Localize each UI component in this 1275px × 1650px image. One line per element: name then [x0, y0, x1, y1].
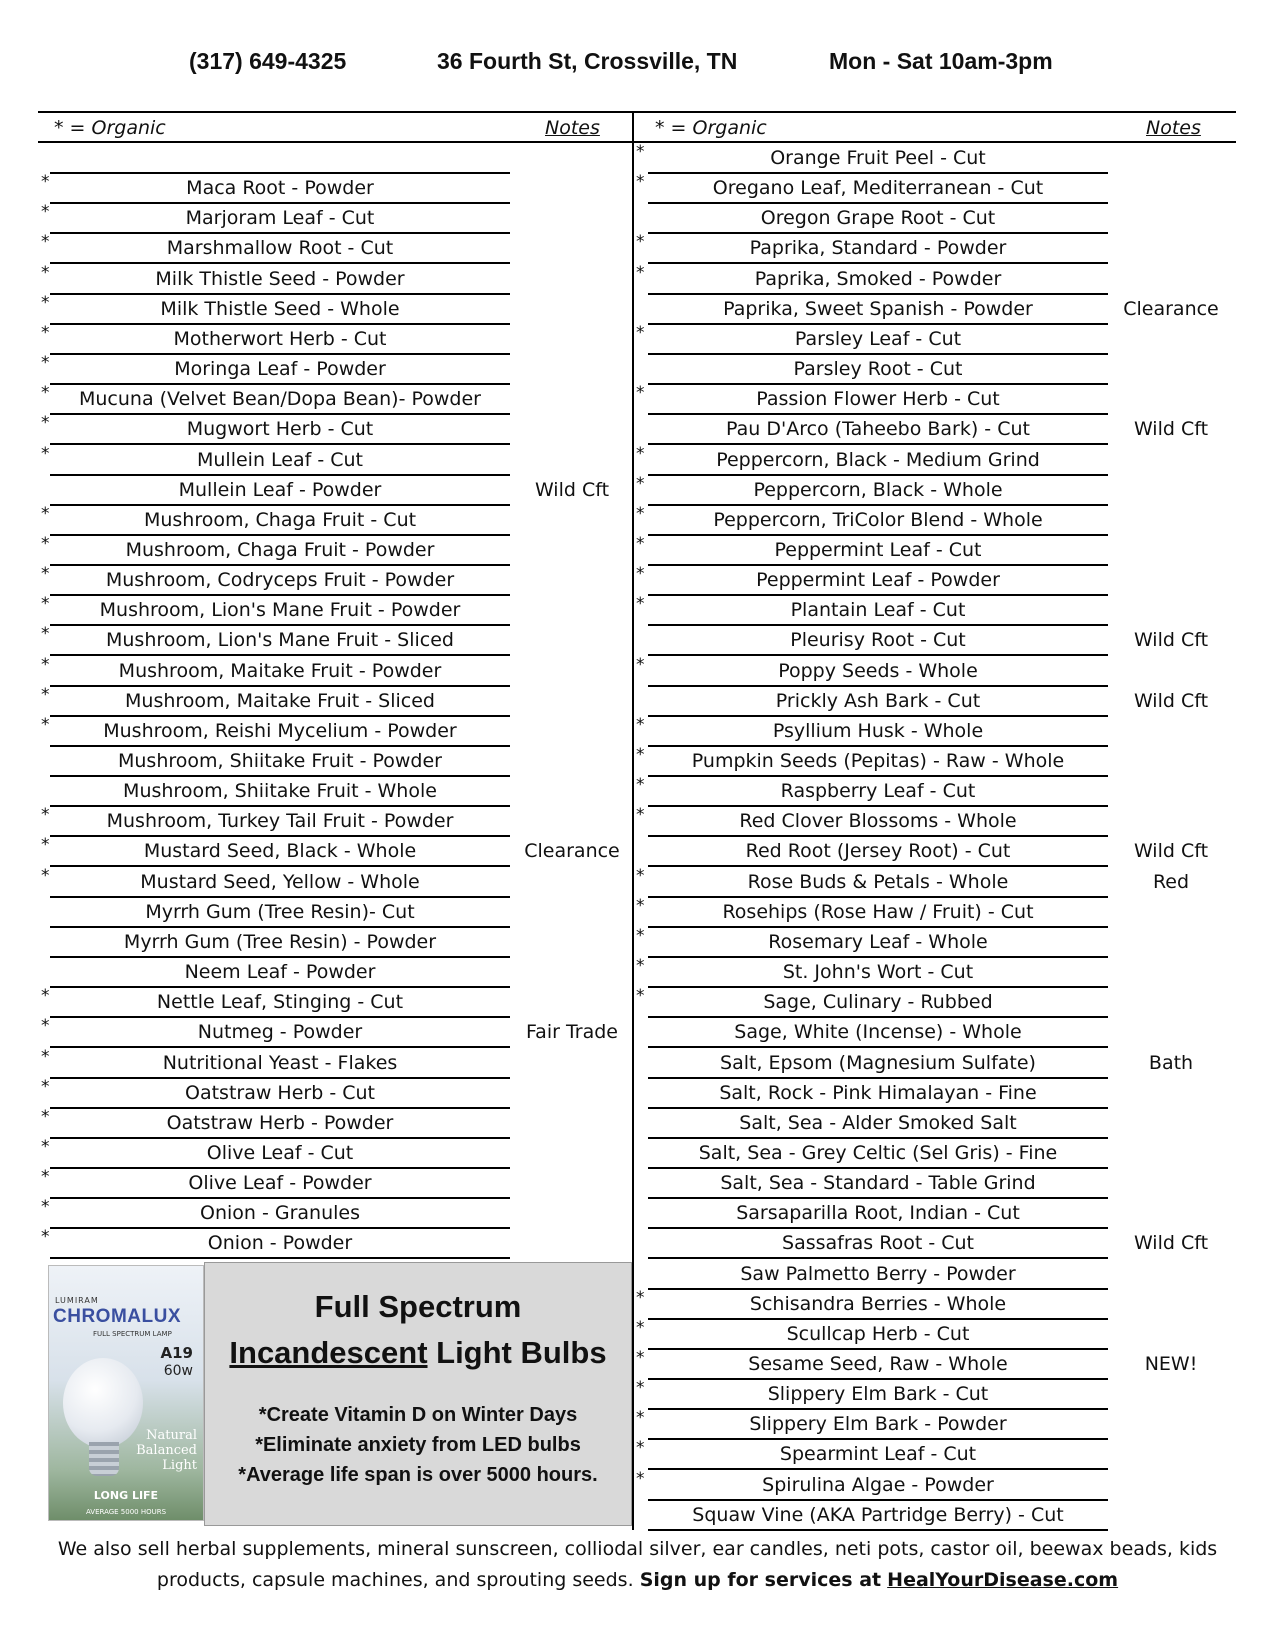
right-product-row	[0, 234, 1275, 264]
organic-marker: *	[636, 745, 645, 765]
right-product-row	[0, 533, 1275, 566]
product-name: Rosemary Leaf - Whole	[648, 930, 1108, 958]
right-product-row	[0, 1169, 1275, 1199]
right-product-row	[0, 1199, 1275, 1229]
right-product-row	[0, 654, 1275, 687]
right-product-row	[0, 174, 1275, 204]
organic-marker: *	[41, 986, 50, 1007]
product-name: Scullcap Herb - Cut	[648, 1322, 1108, 1350]
package-average-hours: AVERAGE 5000 HOURS	[85, 1508, 167, 1516]
light-bulb-ad	[204, 1262, 632, 1526]
product-name: Prickly Ash Bark - Cut	[648, 689, 1108, 717]
product-name: Olive Leaf - Powder	[50, 1171, 510, 1199]
product-note: Wild Cft	[1133, 418, 1209, 441]
package-brand: CHROMALUX	[53, 1306, 181, 1327]
product-name: Mushroom, Lion's Mane Fruit - Powder	[50, 598, 510, 626]
organic-marker: *	[636, 1408, 645, 1429]
left-organic-legend: * = Organic	[54, 117, 166, 139]
organic-marker: *	[636, 172, 645, 193]
right-product-row	[0, 443, 1275, 476]
product-name: Milk Thistle Seed - Powder	[50, 267, 510, 295]
right-product-row	[0, 473, 1275, 506]
right-product-row	[0, 1076, 1275, 1109]
product-name: Sage, White (Incense) - Whole	[648, 1020, 1108, 1048]
right-product-row	[0, 895, 1275, 928]
product-name: Mushroom, Reishi Mycelium - Powder	[50, 719, 510, 747]
right-product-row	[0, 355, 1275, 385]
product-name: Mullein Leaf - Cut	[50, 448, 510, 476]
product-note: Wild Cft	[1133, 1232, 1209, 1255]
organic-marker: *	[636, 865, 645, 886]
product-note: Fair Trade	[526, 1021, 618, 1044]
product-name: Schisandra Berries - Whole	[648, 1292, 1108, 1320]
organic-marker: *	[636, 925, 645, 946]
right-product-row	[0, 988, 1275, 1018]
right-product-row	[0, 714, 1275, 747]
organic-marker: *	[41, 383, 50, 404]
product-name: Raspberry Leaf - Cut	[648, 779, 1108, 807]
product-name: Peppercorn, Black - Whole	[648, 478, 1108, 506]
product-note: Wild Cft	[534, 478, 610, 501]
store-hours: Mon - Sat 10am-3pm	[829, 48, 1053, 74]
product-note: Clearance	[524, 840, 620, 863]
organic-marker: *	[636, 1378, 645, 1399]
right-product-row	[0, 777, 1275, 807]
organic-marker: *	[636, 1468, 645, 1489]
ad-bullet: *Average life span is over 5000 hours.	[238, 1464, 598, 1486]
right-product-row	[0, 144, 1275, 174]
footer-signup: Sign up for services at	[639, 1569, 882, 1591]
organic-marker: *	[636, 142, 645, 162]
organic-marker: *	[636, 232, 645, 253]
package-brand-small: LUMIRAM	[55, 1296, 99, 1305]
organic-marker: *	[41, 262, 50, 283]
right-product-row	[0, 747, 1275, 777]
product-name: Spirulina Algae - Powder	[648, 1473, 1108, 1501]
organic-marker: *	[636, 805, 645, 826]
organic-marker: *	[41, 172, 50, 193]
organic-marker: *	[636, 1438, 645, 1459]
product-name: Parsley Leaf - Cut	[648, 327, 1108, 355]
product-name: Mushroom, Maitake Fruit - Sliced	[50, 689, 510, 717]
product-name: Spearmint Leaf - Cut	[648, 1442, 1108, 1470]
right-product-row	[0, 925, 1275, 958]
right-product-row	[0, 837, 1275, 867]
right-product-row	[0, 1046, 1275, 1079]
organic-marker: *	[636, 564, 645, 585]
product-name: Nutmeg - Powder	[50, 1020, 510, 1048]
product-name: Oatstraw Herb - Powder	[50, 1111, 510, 1139]
product-name: Oregano Leaf, Mediterranean - Cut	[648, 176, 1108, 204]
organic-marker: *	[636, 895, 645, 916]
organic-marker: *	[41, 714, 50, 735]
organic-marker: *	[636, 533, 645, 554]
organic-marker: *	[41, 503, 50, 524]
organic-marker: *	[636, 986, 645, 1007]
product-name: Paprika, Sweet Spanish - Powder	[648, 297, 1108, 325]
product-name: Rosehips (Rose Haw / Fruit) - Cut	[648, 900, 1108, 928]
product-name: Peppercorn, Black - Medium Grind	[648, 448, 1108, 476]
product-name: Mushroom, Shiitake Fruit - Whole	[50, 779, 510, 807]
organic-marker: *	[41, 865, 50, 886]
organic-marker: *	[41, 684, 50, 705]
product-name: Mustard Seed, Yellow - Whole	[50, 870, 510, 898]
product-name: Slippery Elm Bark - Powder	[648, 1412, 1108, 1440]
package-long-life: LONG LIFE	[93, 1489, 159, 1502]
product-name: Mushroom, Turkey Tail Fruit - Powder	[50, 809, 510, 837]
product-name: Mullein Leaf - Powder	[50, 478, 510, 506]
product-note: Bath	[1148, 1051, 1194, 1074]
product-name: Salt, Sea - Alder Smoked Salt	[648, 1111, 1108, 1139]
product-note: Wild Cft	[1133, 689, 1209, 712]
store-phone[interactable]: (317) 649-4325	[189, 48, 347, 74]
package-model: A19	[160, 1344, 193, 1362]
package-natural-line: Natural	[146, 1428, 197, 1443]
organic-marker: *	[636, 1287, 645, 1308]
right-product-row	[0, 385, 1275, 415]
right-organic-legend: * = Organic	[655, 117, 767, 139]
organic-marker: *	[41, 413, 50, 434]
product-note: Red	[1152, 870, 1190, 893]
organic-marker: *	[41, 322, 50, 343]
product-name: Milk Thistle Seed - Whole	[50, 297, 510, 325]
organic-marker: *	[41, 1076, 50, 1097]
organic-marker: *	[41, 533, 50, 554]
product-name: Sesame Seed, Raw - Whole	[648, 1352, 1108, 1380]
organic-marker: *	[636, 956, 645, 977]
organic-marker: *	[41, 805, 50, 826]
organic-marker: *	[41, 835, 50, 856]
right-product-row	[0, 503, 1275, 536]
organic-marker: *	[636, 322, 645, 343]
product-name: Saw Palmetto Berry - Powder	[648, 1262, 1108, 1290]
product-name: Motherwort Herb - Cut	[50, 327, 510, 355]
product-name: Pumpkin Seeds (Pepitas) - Raw - Whole	[648, 749, 1108, 777]
product-name: Onion - Granules	[50, 1201, 510, 1229]
organic-marker: *	[636, 262, 645, 283]
product-name: Mushroom, Maitake Fruit - Powder	[50, 659, 510, 687]
product-name: Mushroom, Chaga Fruit - Cut	[50, 508, 510, 536]
product-name: Plantain Leaf - Cut	[648, 598, 1108, 626]
organic-marker: *	[41, 1136, 50, 1157]
product-name: Salt, Epsom (Magnesium Sulfate)	[648, 1051, 1108, 1079]
bulb-base-icon	[89, 1442, 119, 1476]
product-name: Marshmallow Root - Cut	[50, 236, 510, 264]
store-address: 36 Fourth St, Crossville, TN	[437, 48, 738, 74]
product-name: Salt, Sea - Grey Celtic (Sel Gris) - Fine	[648, 1141, 1108, 1169]
package-lamp-type: FULL SPECTRUM LAMP	[93, 1330, 172, 1338]
product-name: Sassafras Root - Cut	[648, 1231, 1108, 1259]
right-product-row	[0, 292, 1275, 325]
organic-marker: *	[41, 353, 50, 374]
product-name: Neem Leaf - Powder	[50, 960, 510, 988]
organic-marker: *	[41, 202, 50, 223]
product-name: Parsley Root - Cut	[648, 357, 1108, 385]
product-note: Wild Cft	[1133, 840, 1209, 863]
product-name: Oatstraw Herb - Cut	[50, 1081, 510, 1109]
organic-marker: *	[636, 775, 645, 796]
website-link[interactable]: HealYourDisease.com	[887, 1569, 1119, 1591]
ad-title-line2	[205, 1335, 631, 1371]
right-product-row	[0, 1018, 1275, 1048]
product-name: Mushroom, Codryceps Fruit - Powder	[50, 568, 510, 596]
right-product-row	[0, 1106, 1275, 1139]
product-note: Wild Cft	[1133, 629, 1209, 652]
product-name: Paprika, Standard - Powder	[648, 236, 1108, 264]
product-name: Pau D'Arco (Taheebo Bark) - Cut	[648, 417, 1108, 445]
right-product-row	[0, 204, 1275, 234]
product-name: Salt, Rock - Pink Himalayan - Fine	[648, 1081, 1108, 1109]
organic-marker: *	[41, 624, 50, 645]
organic-marker: *	[41, 1106, 50, 1127]
organic-marker: *	[41, 443, 50, 464]
right-product-row	[0, 415, 1275, 445]
product-name: Sage, Culinary - Rubbed	[648, 990, 1108, 1018]
right-product-row	[0, 626, 1275, 656]
product-name: Red Clover Blossoms - Whole	[648, 809, 1108, 837]
right-product-row	[0, 322, 1275, 355]
organic-marker: *	[636, 1348, 645, 1368]
organic-marker: *	[41, 654, 50, 675]
package-wattage: 60w	[163, 1363, 193, 1379]
product-name: Peppermint Leaf - Cut	[648, 538, 1108, 566]
organic-marker: *	[636, 443, 645, 464]
product-name: Moringa Leaf - Powder	[50, 357, 510, 385]
product-name: Rose Buds & Petals - Whole	[648, 870, 1108, 898]
product-name: Mushroom, Lion's Mane Fruit - Sliced	[50, 628, 510, 656]
product-name: Sarsaparilla Root, Indian - Cut	[648, 1201, 1108, 1229]
right-product-row	[0, 566, 1275, 596]
product-name: Squaw Vine (AKA Partridge Berry) - Cut	[648, 1503, 1108, 1531]
store-header	[0, 48, 1275, 82]
organic-marker: *	[636, 654, 645, 675]
right-product-row	[0, 262, 1275, 295]
product-name: Mustard Seed, Black - Whole	[50, 839, 510, 867]
product-name: Olive Leaf - Cut	[50, 1141, 510, 1169]
organic-marker: *	[41, 292, 50, 313]
product-name: Marjoram Leaf - Cut	[50, 206, 510, 234]
ad-bullet: *Eliminate anxiety from LED bulbs	[255, 1434, 581, 1456]
left-header-border	[38, 141, 632, 143]
product-note: Clearance	[1123, 297, 1219, 320]
right-product-row	[0, 684, 1275, 717]
organic-marker: *	[41, 564, 50, 585]
product-name: Mucuna (Velvet Bean/Dopa Bean)- Powder	[50, 387, 510, 415]
organic-marker: *	[636, 714, 645, 735]
organic-marker: *	[41, 1016, 50, 1037]
product-name: Red Root (Jersey Root) - Cut	[648, 839, 1108, 867]
organic-marker: *	[41, 1046, 50, 1067]
right-product-row	[0, 1136, 1275, 1169]
product-name: Nettle Leaf, Stinging - Cut	[50, 990, 510, 1018]
ad-title-underlined-word: Incandescent	[229, 1335, 428, 1370]
right-product-row	[0, 865, 1275, 898]
product-name: Myrrh Gum (Tree Resin) - Powder	[50, 930, 510, 958]
organic-marker: *	[41, 1197, 50, 1218]
footer-text	[40, 1534, 1235, 1596]
product-name: Onion - Powder	[50, 1231, 510, 1259]
package-natural-line: Light	[162, 1458, 197, 1473]
organic-marker: *	[636, 1317, 645, 1338]
product-name: Nutritional Yeast - Flakes	[50, 1051, 510, 1079]
package-natural-line: Balanced	[136, 1443, 197, 1458]
product-name: Psyllium Husk - Whole	[648, 719, 1108, 747]
product-note: NEW!	[1144, 1353, 1198, 1375]
light-bulb-package-image	[48, 1265, 204, 1521]
product-name: St. John's Wort - Cut	[648, 960, 1108, 988]
organic-marker: *	[41, 1227, 50, 1248]
organic-marker: *	[41, 594, 50, 615]
product-name: Oregon Grape Root - Cut	[648, 206, 1108, 234]
footer-products: We also sell herbal supplements, mineral sunscreen, colliodal silver, ear candles, neti pots, castor oil, beewax beads, kids products, capsule machines, and sprouting seeds.	[57, 1538, 1218, 1591]
product-name: Salt, Sea - Standard - Table Grind	[648, 1171, 1108, 1199]
product-name: Pleurisy Root - Cut	[648, 628, 1108, 656]
product-name: Mugwort Herb - Cut	[50, 417, 510, 445]
product-name: Peppermint Leaf - Powder	[648, 568, 1108, 596]
ad-title-rest: Light Bulbs	[427, 1335, 607, 1370]
product-name: Myrrh Gum (Tree Resin)- Cut	[50, 900, 510, 928]
product-name: Passion Flower Herb - Cut	[648, 387, 1108, 415]
product-name: Peppercorn, TriColor Blend - Whole	[648, 508, 1108, 536]
product-name: Mushroom, Chaga Fruit - Powder	[50, 538, 510, 566]
product-name: Slippery Elm Bark - Cut	[648, 1382, 1108, 1410]
organic-marker: *	[636, 503, 645, 524]
right-notes-header: Notes	[1146, 117, 1201, 139]
product-name: Paprika, Smoked - Powder	[648, 267, 1108, 295]
organic-marker: *	[636, 594, 645, 615]
right-product-row	[0, 596, 1275, 626]
organic-marker: *	[41, 1167, 50, 1188]
right-product-row	[0, 1229, 1275, 1259]
product-name: Poppy Seeds - Whole	[648, 659, 1108, 687]
right-header-border	[634, 141, 1236, 143]
ad-bullet: *Create Vitamin D on Winter Days	[258, 1404, 578, 1426]
product-name: Mushroom, Shiitake Fruit - Powder	[50, 749, 510, 777]
left-notes-header: Notes	[545, 117, 600, 139]
product-name: Orange Fruit Peel - Cut	[648, 146, 1108, 174]
package-natural-text	[136, 1428, 197, 1473]
light-bulb-icon	[63, 1358, 143, 1448]
organic-marker: *	[636, 383, 645, 404]
right-product-row	[0, 807, 1275, 837]
table-top-border	[38, 111, 1236, 113]
right-product-row	[0, 958, 1275, 988]
organic-marker: *	[636, 473, 645, 494]
product-name: Maca Root - Powder	[50, 176, 510, 204]
ad-title-line1: Full Spectrum	[314, 1289, 522, 1324]
organic-marker: *	[41, 232, 50, 253]
